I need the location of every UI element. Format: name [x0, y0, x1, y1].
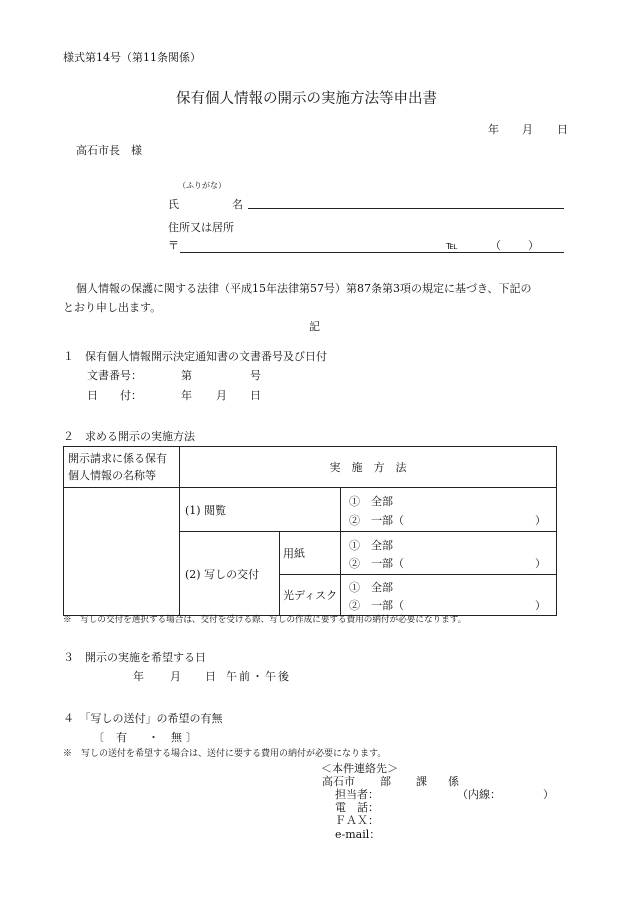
doc-no-dai: 第: [181, 369, 192, 382]
info-name-cell[interactable]: [64, 488, 180, 616]
disc-label: 光ディスク: [280, 575, 341, 616]
addressee: 高石市長 様: [76, 144, 142, 157]
contact-person: 担当者：: [335, 788, 379, 801]
doc-date-month: 月: [216, 389, 227, 402]
send-close-bracket: 〕: [186, 731, 197, 744]
tel-open-paren: （: [490, 239, 501, 252]
etsuran-label: (1) 閲覧: [180, 488, 341, 532]
doc-date-year: 年: [181, 389, 192, 402]
paper-options[interactable]: [341, 532, 557, 575]
wish-day: 日: [205, 670, 216, 683]
send-dot: ・: [148, 731, 159, 744]
section4-heading: ４ 「写しの送付」の希望の有無: [63, 712, 223, 725]
contact-ext-close: ）: [543, 788, 554, 801]
ki-mark: 記: [309, 320, 320, 333]
address-field[interactable]: [180, 252, 564, 253]
form-id: 様式第14号（第11条関係）: [63, 51, 201, 64]
section2-note: ※ 写しの交付を選択する場合は、交付を受ける際、写しの作成に要する費用の納付が必要になります。: [63, 615, 467, 625]
etsuran-options[interactable]: [341, 488, 557, 532]
contact-kakari: 係: [448, 775, 459, 788]
method-table: [63, 446, 557, 616]
doc-no-label: 文書番号：: [87, 369, 142, 382]
disc-opt-part[interactable]: ② 一部（: [349, 599, 404, 613]
send-open-bracket: 〔: [93, 731, 104, 744]
contact-ext: （内線：: [457, 788, 501, 801]
intro-line-2: とおり申し出ます。: [63, 301, 162, 314]
postal-mark: 〒: [168, 239, 179, 252]
section1-heading: １ 保有個人情報開示決定通知書の文書番号及び日付: [63, 350, 327, 363]
doc-date-label: 日 付：: [87, 389, 142, 402]
etsuran-opt-part[interactable]: ② 一部（: [349, 514, 404, 528]
name-label-1: 氏: [168, 198, 179, 211]
etsuran-close-paren: ）: [535, 514, 546, 528]
date-day: 日: [557, 123, 568, 136]
section4-note: ※ 写しの送付を希望する場合は、送付に要する費用の納付が必要になります。: [63, 749, 387, 759]
intro-line-1: 個人情報の保護に関する法律（平成15年法律第57号）第87条第3項の規定に基づき、下記の: [76, 282, 532, 295]
disc-options[interactable]: [341, 575, 557, 616]
send-no[interactable]: 無: [171, 731, 182, 744]
send-yes[interactable]: 有: [116, 731, 127, 744]
section3-heading: ３ 開示の実施を希望する日: [63, 651, 206, 664]
contact-phone: 電 話：: [335, 801, 379, 814]
name-field[interactable]: [248, 208, 564, 209]
wish-month: 月: [170, 670, 181, 683]
contact-city: 高石市: [322, 775, 355, 788]
date-month: 月: [522, 123, 533, 136]
contact-email: e-mail：: [335, 828, 381, 841]
kofu-label: (2) 写しの交付: [180, 532, 280, 616]
disc-opt-all[interactable]: ① 全部: [349, 581, 393, 595]
contact-bu: 部: [380, 775, 391, 788]
name-label-2: 名: [232, 198, 243, 211]
tel-mark: ℡: [446, 239, 458, 252]
contact-ka: 課: [416, 775, 427, 788]
table-header-left: 開示請求に係る保有 個人情報の名称等: [64, 447, 180, 488]
paper-opt-all[interactable]: ① 全部: [349, 539, 393, 553]
doc-no-go: 号: [250, 369, 261, 382]
wish-year: 年: [133, 670, 144, 683]
section2-heading: ２ 求める開示の実施方法: [63, 430, 195, 443]
disc-close-paren: ）: [535, 599, 546, 613]
page-title: 保有個人情報の開示の実施方法等申出書: [176, 91, 437, 107]
date-year: 年: [488, 123, 499, 136]
doc-date-day: 日: [250, 389, 261, 402]
contact-heading: ＜本件連絡先＞: [321, 762, 398, 775]
paper-label: 用紙: [280, 532, 341, 575]
contact-fax: ＦＡＸ：: [335, 814, 379, 827]
wish-ampm[interactable]: 午前・午後: [226, 670, 291, 683]
paper-opt-part[interactable]: ② 一部（: [349, 557, 404, 571]
table-header-method: 実 施 方 法: [180, 447, 557, 488]
address-label: 住所又は居所: [168, 221, 234, 234]
tel-close-paren: ）: [528, 239, 539, 252]
paper-close-paren: ）: [535, 557, 546, 571]
etsuran-opt-all[interactable]: ① 全部: [349, 495, 393, 509]
furigana-label: （ふりがな）: [178, 181, 226, 190]
